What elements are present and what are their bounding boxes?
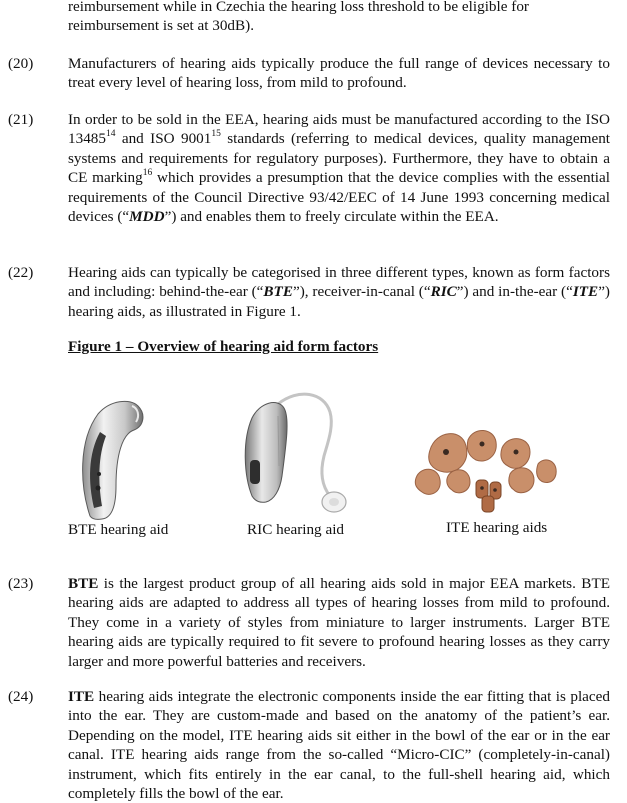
text-run: standards (referring to medical devices, quality management systems and requirements for regulatory purposes). Furthermore, they have to obtain a CE marking bbox=[68, 130, 611, 187]
bte-hearing-aid-image bbox=[72, 396, 152, 521]
text-run: is the largest product group of all hearing aids sold in major EEA markets. BTE hearing aids are adapted to address all types of hearing losses from mild to profound. They come in a variety of styles from miniature to larger instruments. Larger BTE hearing aids are typically required to fit severe to profound hearing losses as they carry larger and more powerful batteries and receivers. bbox=[68, 575, 610, 670]
text-run: which provides a presumption that the device complies with the essential requirements of the Council Directive 93/42/EEC of 14 June 1993 concerning medical devices (“ bbox=[68, 169, 610, 226]
text-run: ”), receiver-in-canal (“ bbox=[292, 283, 431, 301]
intro-paragraph bbox=[68, 0, 610, 36]
paragraph-text bbox=[68, 574, 610, 671]
paragraph-number: (23) bbox=[8, 575, 34, 592]
figure-title: Figure 1 – Overview of hearing aid form factors bbox=[68, 338, 379, 355]
paragraph-text bbox=[68, 687, 610, 803]
text-run: ”) and in-the-ear (“ bbox=[456, 283, 573, 301]
defined-term-bte: BTE bbox=[263, 283, 293, 301]
caption-ite: ITE hearing aids bbox=[446, 519, 548, 536]
caption-bte: BTE hearing aid bbox=[68, 521, 169, 538]
defined-term-ite: ITE bbox=[572, 283, 599, 301]
paragraph-text bbox=[68, 263, 610, 321]
defined-term-mdd: MDD bbox=[129, 208, 165, 226]
text-run: ”) hearing aids, as illustrated in Figure 1. bbox=[68, 283, 610, 320]
paragraph-number: (20) bbox=[8, 55, 34, 72]
text-run: Hearing aids can typically be categorised in three different types, known as form factors and including: behind-the-ear (“ bbox=[68, 264, 610, 301]
intro-line-1: reimbursement while in Czechia the hearing loss threshold to be eligible for bbox=[68, 0, 529, 15]
paragraph-number: (21) bbox=[8, 111, 34, 128]
text-run: and ISO 9001 bbox=[115, 130, 212, 148]
ric-hearing-aid-image bbox=[238, 386, 348, 526]
footnote-ref-15[interactable]: 15 bbox=[211, 129, 221, 140]
paragraph-text bbox=[68, 110, 610, 226]
paragraph-number: (22) bbox=[8, 264, 34, 281]
defined-term-ric: RIC bbox=[430, 283, 457, 301]
caption-ric: RIC hearing aid bbox=[247, 521, 345, 538]
lead-term-ite: ITE bbox=[68, 688, 95, 705]
paragraph-number: (24) bbox=[8, 688, 34, 705]
paragraph-text: Manufacturers of hearing aids typically produce the full range of devices necessary to treat every level of hearing loss, from mild to profound. bbox=[68, 55, 610, 92]
text-run: In order to be sold in the EEA, hearing aids must be manufactured according to the ISO 13485 bbox=[68, 111, 610, 148]
footnote-ref-16[interactable]: 16 bbox=[142, 168, 153, 179]
footnote-ref-14[interactable]: 14 bbox=[105, 129, 116, 140]
intro-line-2: reimbursement is set at 30dB). bbox=[68, 17, 255, 35]
ite-hearing-aids-image bbox=[410, 426, 560, 516]
lead-term-bte: BTE bbox=[68, 575, 99, 592]
figure-1 bbox=[0, 360, 627, 550]
text-run: ”) and enables them to freely circulate within the EEA. bbox=[164, 208, 499, 226]
text-run: hearing aids integrate the electronic components inside the ear fitting that is placed into the ear. They are custom-made and based on the anatomy of the patient’s ear. Depending on the model, ITE hearing aids sit either in the bowl of the ear or in the ear canal. ITE hearing aids range from the so-called “Micro-CIC” (completely-in-canal) instrument, which fits entirely in the ear canal, to the full-shell hearing aid, which completely fills the bowl of the ear. bbox=[68, 688, 610, 803]
